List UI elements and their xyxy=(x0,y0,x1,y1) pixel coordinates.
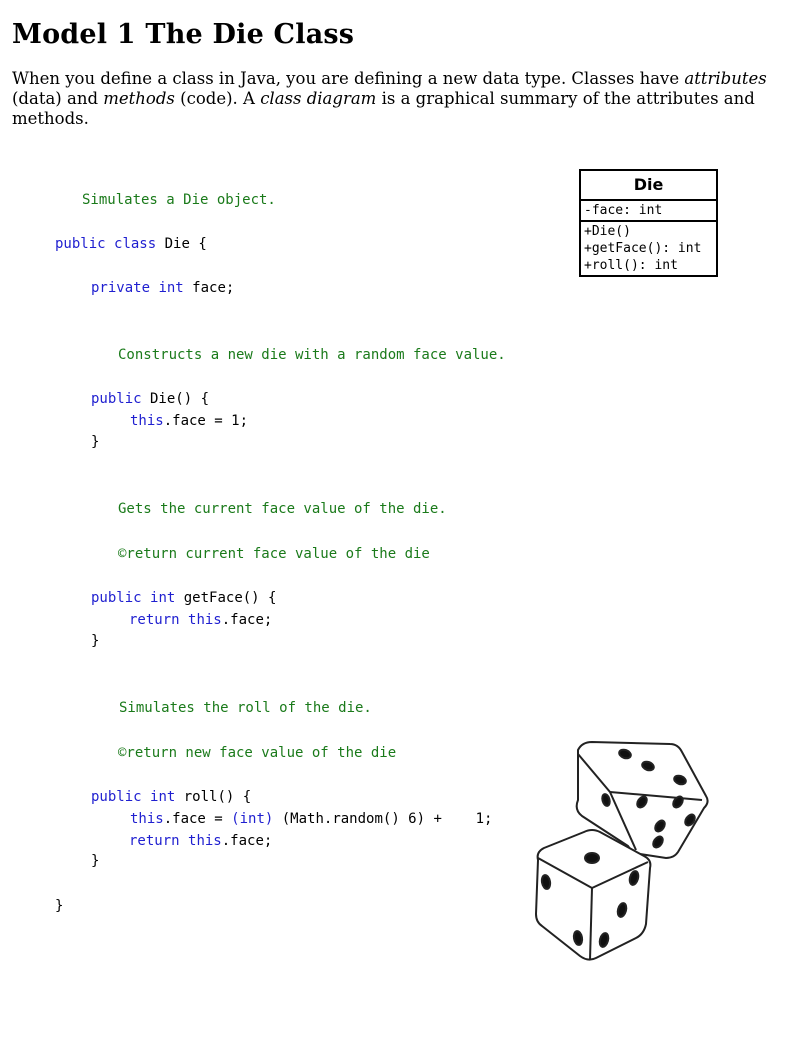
keyword: public xyxy=(91,590,142,606)
intro-text: (code). A xyxy=(174,89,261,108)
code-text: getFace() { xyxy=(175,590,277,606)
dice-illustration xyxy=(530,738,712,964)
keyword: class xyxy=(114,236,157,252)
code-text: .face = 1; xyxy=(163,413,249,429)
keyword: (int) xyxy=(231,811,274,827)
keyword: public xyxy=(55,236,106,252)
term-methods: methods xyxy=(103,89,175,108)
intro-text: is a graphical summary of the attributes and methods. xyxy=(12,89,755,128)
keyword: int xyxy=(150,590,176,606)
roll-declaration xyxy=(91,788,251,806)
keyword: public xyxy=(91,391,142,407)
uml-attributes xyxy=(581,201,716,222)
page-title: Model 1 The Die Class xyxy=(12,19,355,50)
uml-operation: +Die() xyxy=(584,224,631,239)
class-declaration xyxy=(55,235,207,253)
keyword: this xyxy=(188,833,222,849)
front-die-icon xyxy=(536,830,650,960)
intro-paragraph xyxy=(12,69,782,129)
uml-class-name: Die xyxy=(581,171,716,201)
code-text: (Math.random() 6) + 1; xyxy=(273,811,493,827)
closing-brace: } xyxy=(91,434,100,450)
field-declaration xyxy=(91,279,234,297)
term-attributes: attributes xyxy=(684,69,767,88)
roll-comment: Simulates the roll of the die. xyxy=(119,700,372,716)
keyword: this xyxy=(130,413,164,429)
constructor-declaration xyxy=(91,390,209,408)
code-text: .face; xyxy=(221,612,273,628)
keyword: this xyxy=(188,612,222,628)
uml-class-diagram xyxy=(579,169,718,277)
code-text: face; xyxy=(183,280,235,296)
intro-text: When you define a class in Java, you are defining a new data type. Classes have xyxy=(12,69,685,88)
code-text: Die { xyxy=(156,236,207,252)
keyword: private xyxy=(91,280,151,296)
code-text: roll() { xyxy=(175,789,252,805)
constructor-comment: Constructs a new die with a random face value. xyxy=(118,347,506,363)
uml-attribute: -face: int xyxy=(584,203,663,218)
intro-text: (data) and xyxy=(12,89,104,108)
getface-return-comment: ©return current face value of the die xyxy=(118,546,430,562)
code-text: .face = xyxy=(163,811,232,827)
constructor-body xyxy=(130,412,248,430)
term-class-diagram: class diagram xyxy=(260,89,377,108)
uml-operations xyxy=(581,222,716,275)
getface-declaration xyxy=(91,589,276,607)
getface-body xyxy=(129,611,272,629)
keyword: return xyxy=(129,612,180,628)
keyword: return xyxy=(129,833,180,849)
closing-brace: } xyxy=(91,853,100,869)
roll-return-comment: ©return new face value of the die xyxy=(118,745,397,761)
keyword: int xyxy=(158,280,184,296)
roll-body-line1 xyxy=(130,810,492,828)
keyword: int xyxy=(150,789,176,805)
code-text: Die() { xyxy=(141,391,210,407)
roll-body-line2 xyxy=(129,832,272,850)
class-comment: Simulates a Die object. xyxy=(82,192,276,208)
uml-operation: +getFace(): int xyxy=(584,241,702,256)
getface-comment: Gets the current face value of the die. xyxy=(118,501,447,517)
class-closing-brace: } xyxy=(55,898,64,914)
code-text: .face; xyxy=(221,833,273,849)
uml-operation: +roll(): int xyxy=(584,258,678,273)
closing-brace: } xyxy=(91,633,100,649)
keyword: public xyxy=(91,789,142,805)
keyword: this xyxy=(130,811,164,827)
